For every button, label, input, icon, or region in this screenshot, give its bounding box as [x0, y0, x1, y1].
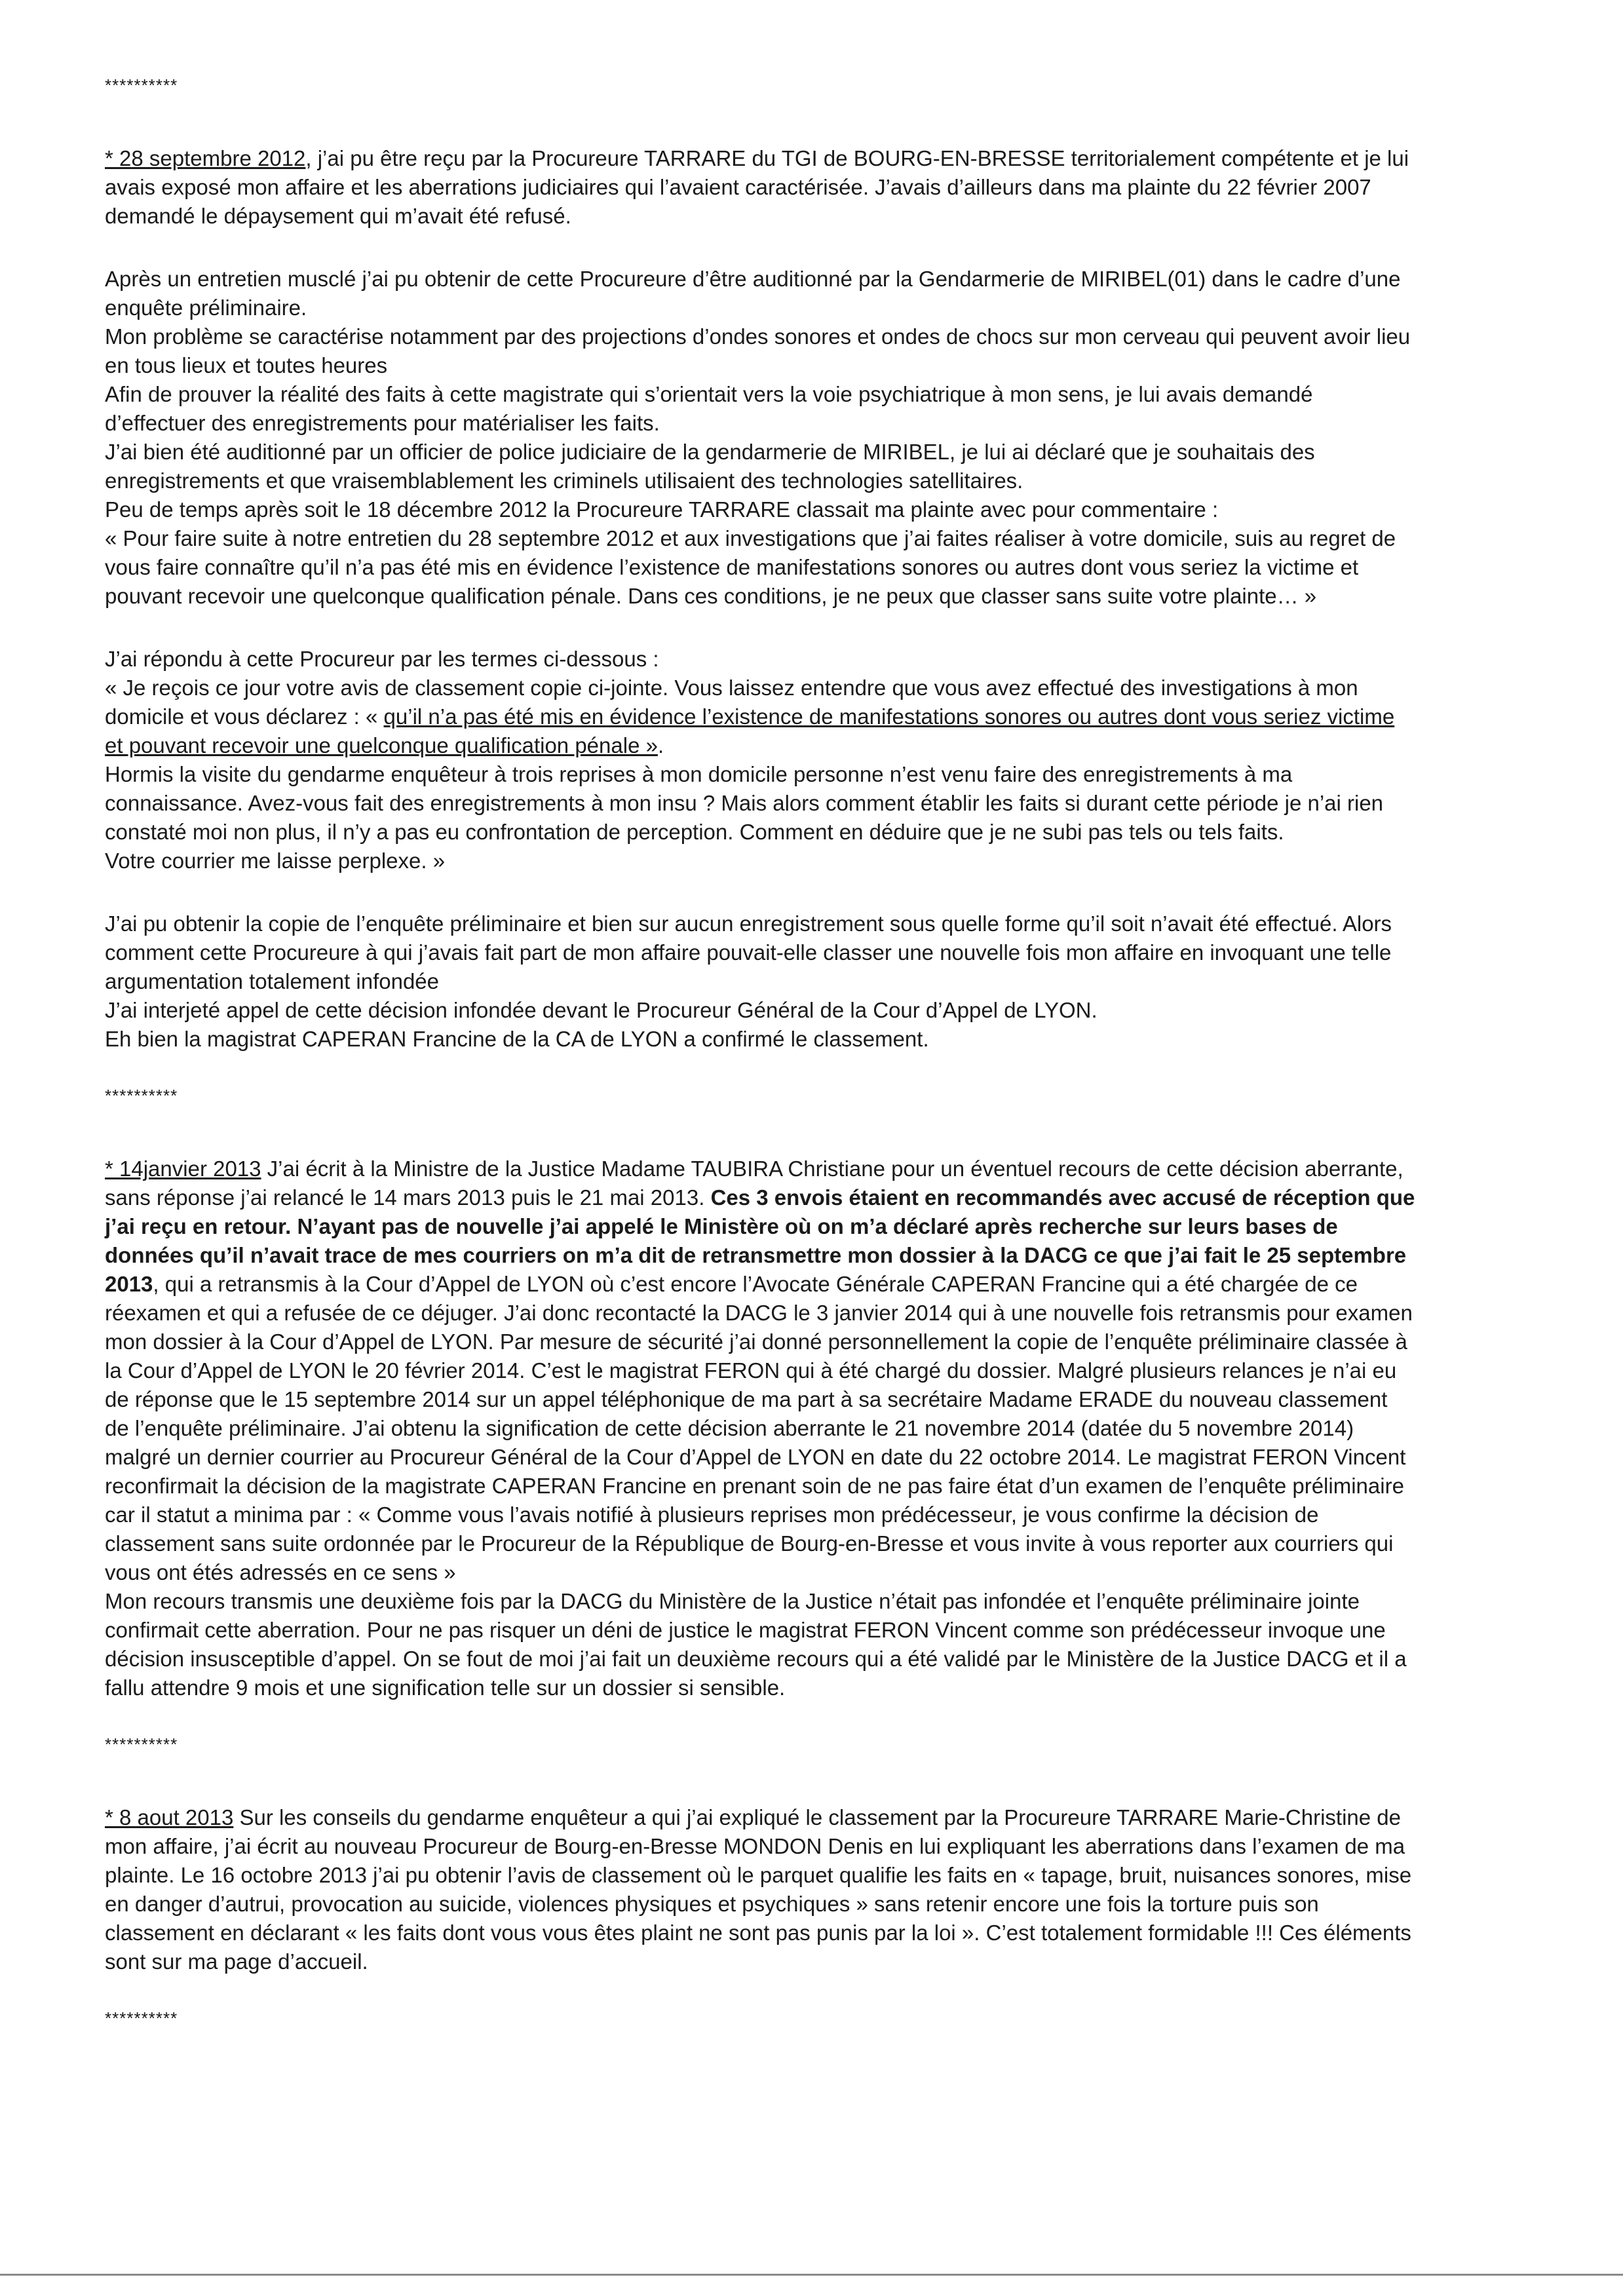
section2-p1a: J’ai écrit à la Ministre de la Justice Madame TAUBIRA Christiane pour un éventuel recours de cette décision aberrante, sans réponse j’ai relancé le 14 mars 2013 puis le 21 mai 2013. — [105, 1157, 1403, 1210]
section1-intro — [105, 144, 1415, 231]
section1-p3: Mon problème se caractérise notamment par des projections d’ondes sonores et ondes de chocs sur mon cerveau qui peuvent avoir lieu en tous lieux et toutes heures — [105, 324, 1411, 377]
separator: ********** — [105, 1734, 178, 1754]
section1-p9a: « Je reçois ce jour votre avis de classement copie ci-jointe. Vous laissez entendre que vous avez effectué des investigations à mon domicile et vous déclarez : « — [105, 676, 1358, 729]
section1-p5: J’ai bien été auditionné par un officier de police judiciaire de la gendarmerie de MIRIBEL, je lui ai déclaré que je souhaitais des enregistrements et que vraisemblablement les criminels utilisaient des technologies satellitaires. — [105, 440, 1315, 493]
section2-p1b: , qui a retransmis à la Cour d’Appel de LYON où c’est encore l’Avocate Générale CAPERAN Francine qui a été chargée de ce réexamen et qui a refusée de ce déjuger. J’ai donc recontacté la DACG le 3 janvier 2014 qui à une nouvelle fois retransmis pour examen mon dossier à la Cour d’Appel de LYON. Par mesure de sécurité j’ai donné personnellement la copie de l’enquête préliminaire classée à la Cour d’Appel de LYON le 20 février 2014. C’est le magistrat FERON qui à été chargé du dossier. Malgré plusieurs relances je n’ai eu de réponse que le 15 septembre 2014 sur un appel téléphonique de ma part à sa secrétaire Madame ERADE du nouveau classement de l’enquête préliminaire. J’ai obtenu la signification de cette décision aberrante le 21 novembre 2014 (datée du 5 novembre 2014) malgré un dernier courrier au Procureur Général de la Cour d’Appel de LYON en date du 22 octobre 2014. Le magistrat FERON Vincent reconfirmait la décision de la magistrate CAPERAN Francine en prenant soin de ne pas faire état d’un examen de l’enquête préliminaire car il statut a minima par : « Comme vous l’avais notifié à plusieurs reprises mon prédécesseur, je vous confirme la décision de classement sans suite ordonnée par le Procureur de la République de Bourg-en-Bresse et vous invite à vous reporter aux courriers qui vous ont étés adressés en ce sens » — [105, 1272, 1413, 1584]
separator: ********** — [105, 1086, 178, 1105]
section1-p11: Votre courrier me laisse perplexe. » — [105, 849, 446, 873]
section1-p1: , j’ai pu être reçu par la Procureure TARRARE du TGI de BOURG-EN-BRESSE territorialement compétente et je lui avais exposé mon affaire et les aberrations judiciaires qui l’avaient caractérisée. J’avais d’ailleurs dans ma plainte du 22 février 2007 demandé le dépaysement qui m’avait été refusé. — [105, 146, 1409, 228]
separator: ********** — [105, 75, 178, 95]
section1-date: * 28 septembre 2012 — [105, 146, 306, 170]
section1-p6: Peu de temps après soit le 18 décembre 2012 la Procureure TARRARE classait ma plainte avec pour commentaire : — [105, 497, 1219, 522]
section3-date: * 8 aout 2013 — [105, 1805, 234, 1829]
section1-p9 — [105, 674, 1415, 760]
separator: ********** — [105, 2008, 178, 2028]
section1-p12: J’ai pu obtenir la copie de l’enquête préliminaire et bien sur aucun enregistrement sous quelle forme qu’il soit n’avait été effectué. Alors comment cette Procureure à qui j’avais fait part de mon affaire pouvait-elle classer une nouvelle fois mon affaire en invoquant une telle argumentation totalement infondée — [105, 911, 1392, 993]
section1-p9-quote: qu’il n’a pas été mis en évidence l’existence de manifestations sonores ou autres dont vous seriez victime et pouvant recevoir une quelconque qualification pénale » — [105, 704, 1395, 757]
document-body — [105, 72, 1415, 2031]
section2-p1 — [105, 1155, 1415, 1587]
page-bottom-rule — [0, 2274, 1623, 2276]
section1-p8: J’ai répondu à cette Procureur par les termes ci-dessous : — [105, 647, 659, 671]
section1-p10: Hormis la visite du gendarme enquêteur à trois reprises à mon domicile personne n’est venu faire des enregistrements à ma connaissance. Avez-vous fait des enregistrements à mon insu ? Mais alors comment établir les faits si durant cette période je n’ai rien constaté moi non plus, il n’y a pas eu confrontation de perception. Comment en déduire que je ne subi pas tels ou tels faits. — [105, 762, 1384, 844]
section2-p2: Mon recours transmis une deuxième fois par la DACG du Ministère de la Justice n’était pas infondée et l’enquête préliminaire jointe confirmait cette aberration. Pour ne pas risquer un déni de justice le magistrat FERON Vincent comme son prédécesseur invoque une décision insusceptible d’appel. On se fout de moi j’ai fait un deuxième recours qui a été validé par le Ministère de la Justice DACG et il a fallu attendre 9 mois et une signification telle sur un dossier si sensible. — [105, 1589, 1407, 1700]
section1-p2: Après un entretien musclé j’ai pu obtenir de cette Procureure d’être auditionné par la Gendarmerie de MIRIBEL(01) dans le cadre d’une enquête préliminaire. — [105, 267, 1401, 320]
section1-p7: « Pour faire suite à notre entretien du 28 septembre 2012 et aux investigations que j’ai faites réaliser à votre domicile, suis au regret de vous faire connaître qu’il n’a pas été mis en évidence l’existence de manifestations sonores ou autres dont vous seriez la victime et pouvant recevoir une quelconque qualification pénale. Dans ces conditions, je ne peux que classer sans suite votre plainte… » — [105, 526, 1396, 608]
section1-p4: Afin de prouver la réalité des faits à cette magistrate qui s’orientait vers la voie psychiatrique à mon sens, je lui avais demandé d’effectuer des enregistrements pour matérialiser les faits. — [105, 382, 1313, 435]
section1-p14: Eh bien la magistrat CAPERAN Francine de la CA de LYON a confirmé le classement. — [105, 1027, 929, 1051]
section3-p1-text: Sur les conseils du gendarme enquêteur a qui j’ai expliqué le classement par la Procureure TARRARE Marie-Christine de mon affaire, j’ai écrit au nouveau Procureur de Bourg-en-Bresse MONDON Denis en lui expliquant les aberrations dans l’examen de ma plainte. Le 16 octobre 2013 j’ai pu obtenir l’avis de classement où le parquet qualifie les faits en « tapage, bruit, nuisances sonores, mise en danger d’autrui, provocation au suicide, violences physiques et psychiques » sans retenir encore une fois la torture puis son classement en déclarant « les faits dont vous vous êtes plaint ne sont pas punis par la loi ». C’est totalement formidable !!! Ces éléments sont sur ma page d’accueil. — [105, 1805, 1412, 1974]
section1-p13: J’ai interjeté appel de cette décision infondée devant le Procureur Général de la Cour d’Appel de LYON. — [105, 998, 1098, 1022]
section2-date: * 14janvier 2013 — [105, 1157, 261, 1181]
section1-p9b: . — [657, 733, 664, 757]
section3-p1 — [105, 1803, 1415, 1976]
section2-p1-bold: Ces 3 envois étaient en recommandés avec accusé de réception que j’ai reçu en retour. N’ayant pas de nouvelle j’ai appelé le Ministère où on m’a déclaré après recherche sur leurs bases de données qu’il n’avait trace de mes courriers on m’a dit de retransmettre mon dossier à la DACG ce que j’ai fait le 25 septembre 2013 — [105, 1185, 1415, 1296]
